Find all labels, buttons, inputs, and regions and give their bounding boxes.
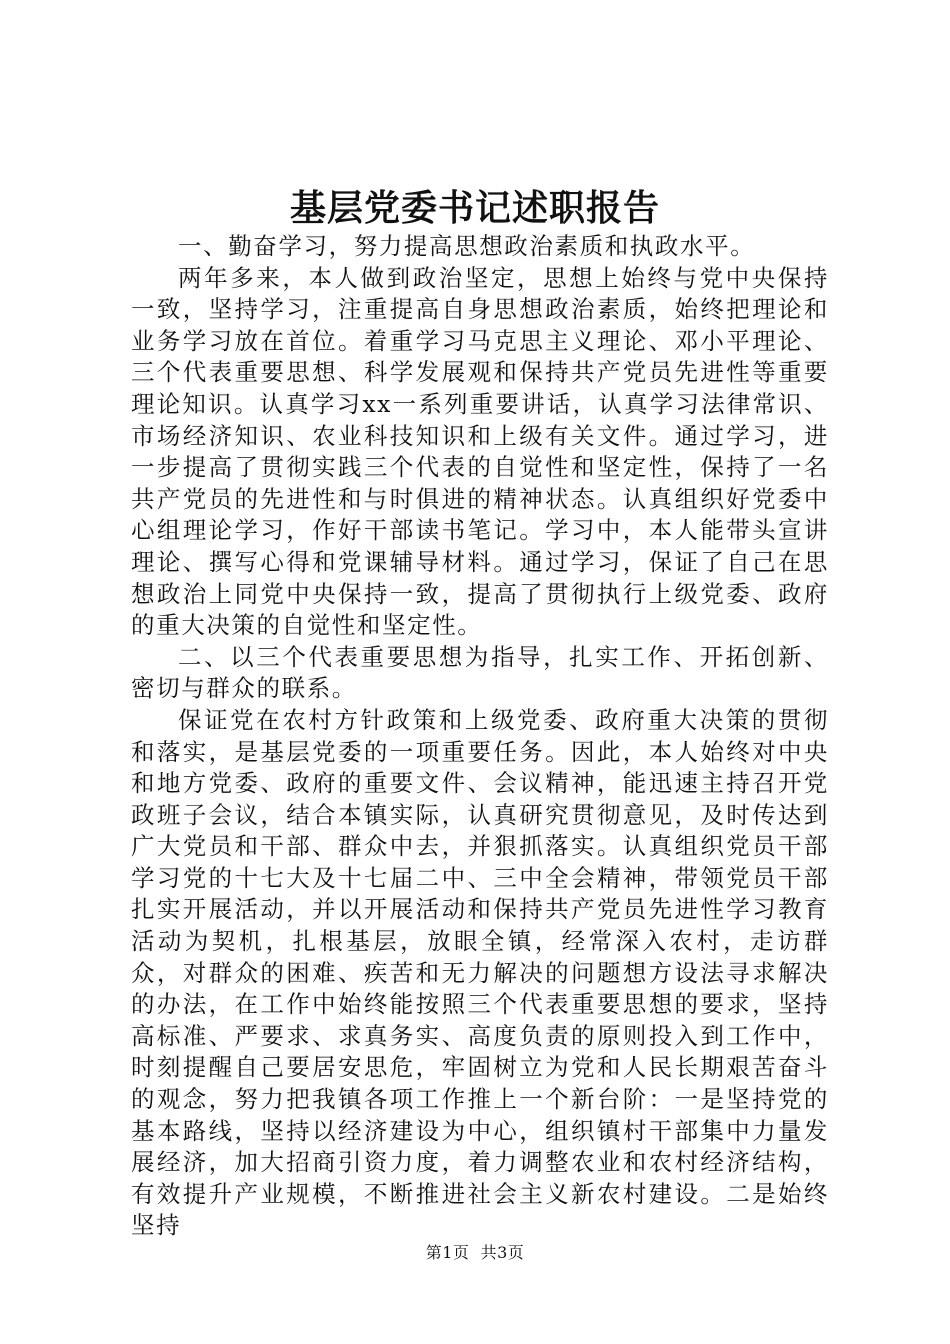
body-paragraph-1: 两年多来，本人做到政治坚定，思想上始终与党中央保持一致，坚持学习，注重提高自身思想政治素质，始终把理论和业务学习放在首位。着重学习马克思主义理论、邓小平理论、三个代表重要思想、科学发展观和保持共产党员先进性等重要理论知识。认真学习xx一系列重要讲话，认真学习法律常识、市场经济知识、农业科技知识和上级有关文件。通过学习，进一步提高了贯彻实践三个代表的自觉性和坚定性，保持了一名共产党员的先进性和与时俱进的精神状态。认真组织好党委中心组理论学习，作好干部读书笔记。学习中，本人能带头宣讲理论、撰写心得和党课辅导材料。通过学习，保证了自己在思想政治上同党中央保持一致，提高了贯彻执行上级党委、政府的重大决策的自觉性和坚定性。	[131, 263, 829, 640]
section-heading-2: 二、以三个代表重要思想为指导，扎实工作、开拓创新、密切与群众的联系。	[131, 642, 829, 703]
document-title: 基层党委书记述职报告	[289, 187, 660, 229]
document-body	[131, 231, 829, 1242]
section-heading-1: 一、勤奋学习，努力提高思想政治素质和执政水平。	[178, 232, 756, 260]
body-paragraph-2: 保证党在农村方针政策和上级党委、政府重大决策的贯彻和落实，是基层党委的一项重要任务。因此，本人始终对中央和地方党委、政府的重要文件、会议精神，能迅速主持召开党政班子会议，结合本镇实际，认真研究贯彻意见，及时传达到广大党员和干部、群众中去，并狠抓落实。认真组织党员干部学习党的十七大及十七届二中、三中全会精神，带领党员干部扎实开展活动，并以开展活动和保持共产党员先进性学习教育活动为契机，扎根基层，放眼全镇，经常深入农村，走访群众，对群众的困难、疾苦和无力解决的问题想方设法寻求解决的办法，在工作中始终能按照三个代表重要思想的要求，坚持高标准、严要求、求真务实、高度负责的原则投入到工作中，时刻提醒自己要居安思危，牢固树立为党和人民长期艰苦奋斗的观念，努力把我镇各项工作推上一个新台阶：一是坚持党的基本路线，坚持以经济建设为中心，组织镇村干部集中力量发展经济，加大招商引资力度，着力调整农业和农村经济结构，有效提升产业规模，不断推进社会主义新农村建设。二是始终坚持	[131, 705, 829, 1240]
page-number-footer: 第1页 共3页	[425, 1243, 525, 1262]
